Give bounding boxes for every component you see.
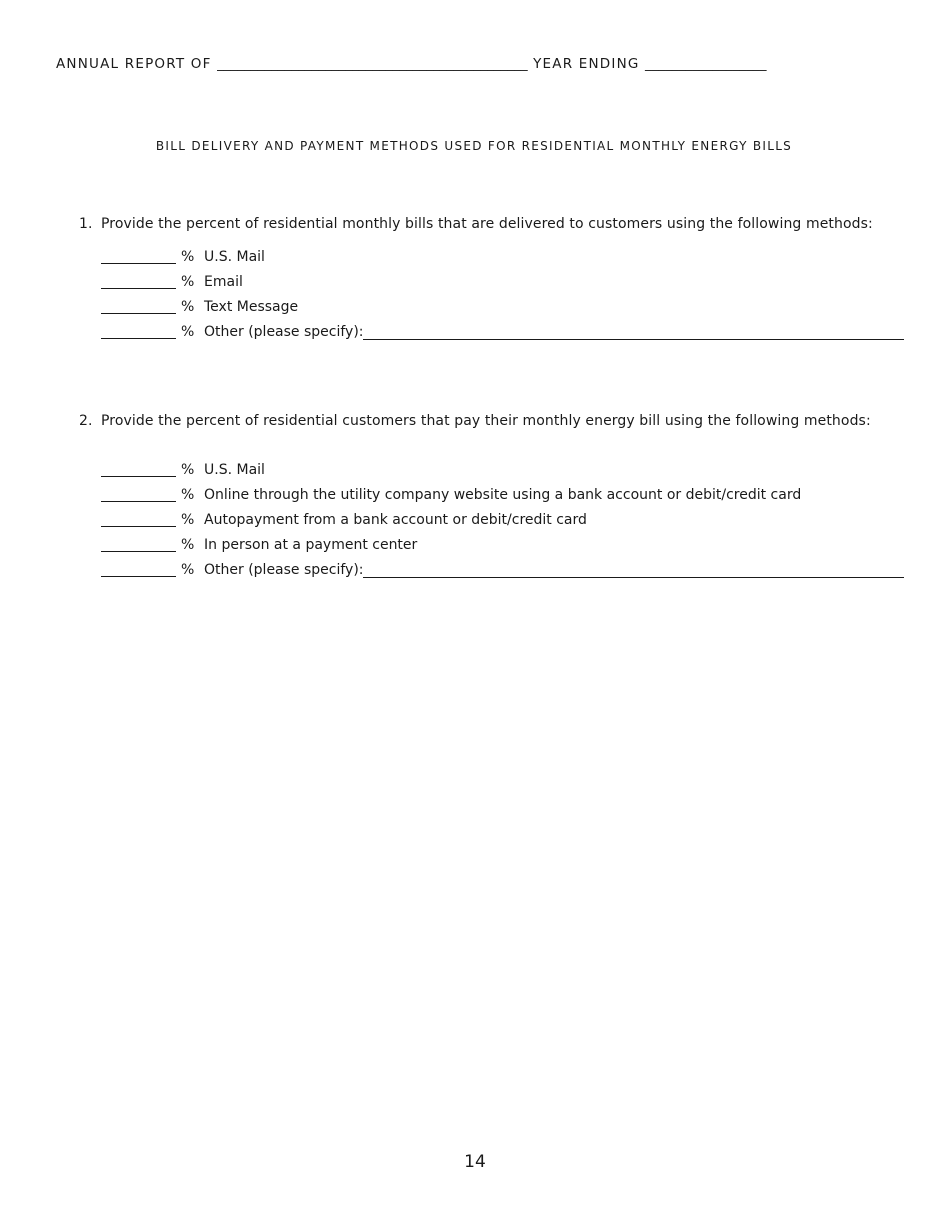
percent-input-line[interactable]	[101, 526, 176, 527]
percent-sign: %	[181, 487, 195, 503]
question-1-text: Provide the percent of residential monthly bills that are delivered to customers using the following methods:	[101, 216, 873, 232]
percent-sign: %	[181, 299, 195, 315]
question-2-text: Provide the percent of residential customers that pay their monthly energy bill using the following methods:	[101, 413, 871, 429]
option-label: Autopayment from a bank account or debit/credit card	[204, 512, 587, 528]
report-of-blank[interactable]: ______________________________________________	[217, 56, 528, 72]
percent-input-line[interactable]	[101, 501, 176, 502]
page-number: 14	[464, 1152, 486, 1172]
option-label: Other (please specify):	[204, 324, 364, 340]
percent-sign: %	[181, 324, 195, 340]
option-label: U.S. Mail	[204, 462, 265, 478]
percent-sign: %	[181, 562, 195, 578]
option-label: Email	[204, 274, 243, 290]
option-label: U.S. Mail	[204, 249, 265, 265]
percent-sign: %	[181, 274, 195, 290]
option-label: In person at a payment center	[204, 537, 418, 553]
option-label: Online through the utility company website using a bank account or debit/credit card	[204, 487, 802, 503]
percent-input-line[interactable]	[101, 338, 176, 339]
option-label: Other (please specify):	[204, 562, 364, 578]
percent-sign: %	[181, 249, 195, 265]
other-specify-line[interactable]	[363, 577, 904, 578]
year-ending-blank[interactable]: __________________	[645, 56, 767, 72]
percent-input-line[interactable]	[101, 551, 176, 552]
question-2	[79, 413, 871, 429]
question-2-number: 2.	[79, 413, 93, 429]
percent-sign: %	[181, 537, 195, 553]
report-header	[56, 56, 767, 72]
other-specify-line[interactable]	[363, 339, 904, 340]
percent-sign: %	[181, 462, 195, 478]
percent-input-line[interactable]	[101, 263, 176, 264]
question-1	[79, 216, 873, 232]
question-1-number: 1.	[79, 216, 93, 232]
percent-sign: %	[181, 512, 195, 528]
percent-input-line[interactable]	[101, 476, 176, 477]
option-label: Text Message	[204, 299, 299, 315]
year-ending-label: YEAR ENDING	[533, 56, 640, 72]
percent-input-line[interactable]	[101, 313, 176, 314]
report-of-label: ANNUAL REPORT OF	[56, 56, 212, 72]
section-title: BILL DELIVERY AND PAYMENT METHODS USED FOR RESIDENTIAL MONTHLY ENERGY BILLS	[155, 139, 793, 153]
percent-input-line[interactable]	[101, 288, 176, 289]
percent-input-line[interactable]	[101, 576, 176, 577]
